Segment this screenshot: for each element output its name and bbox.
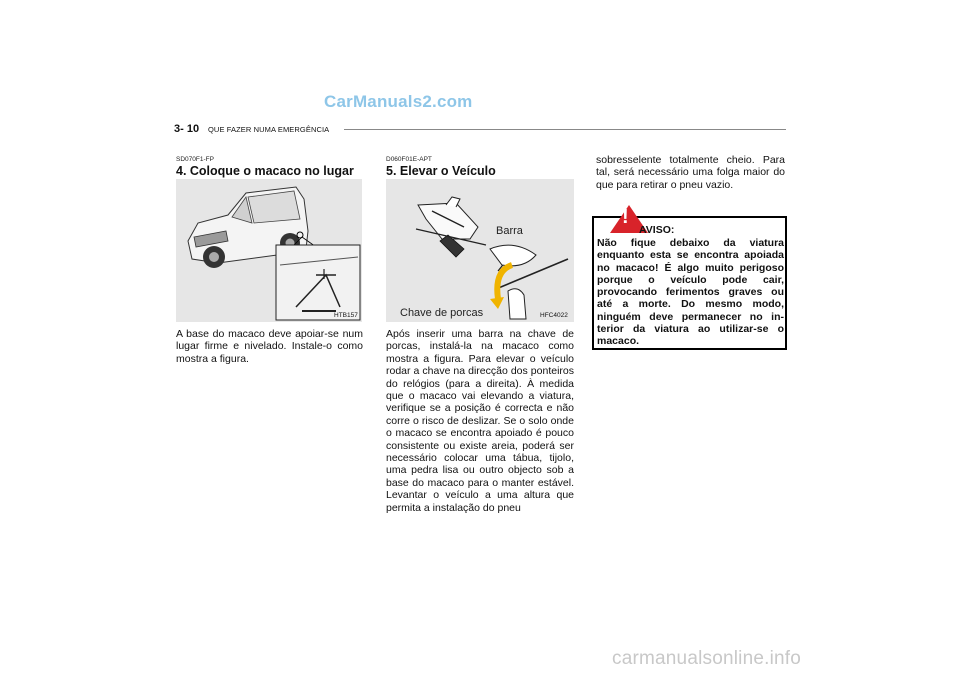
page-number: 3- 10	[174, 123, 200, 135]
car-jack-illustration	[176, 179, 362, 322]
warning-title: AVISO:	[639, 224, 675, 236]
body-paragraph: Após inserir uma barra na chave de porcas, instalá-la na macaco como mostra a figura. Para elevar o veículo rodar a chave na direcção dos ponteiros do relógios (para a direita). À medida que o macaco vai elevando a viatura, verifique se a posição é correcta e não corre o risco de deslizar. Se o solo onde o macaco se encontra apoiado é pouco consistente ou existe areia, poderá ser necessário colocar uma tábua, tijolo, uma pedra lisa ou outro objecto sob a base do macaco para o manter estável. Levantar o veículo a uma altura que permita a instalação do pneu	[386, 328, 574, 514]
jack-wrench-illustration	[386, 179, 574, 322]
warning-box	[592, 206, 787, 350]
exclamation-icon: !	[622, 206, 629, 228]
warning-text: Não fique debaixo da viatura enquanto esta se encontra apoiada no macaco! É algo muito perigoso porque o veículo pode cair, provocando ferimentos graves ou até a morte. Do mesmo modo, ninguém deve permanecer no in- terior da viatura ao utilizar-se o macaco.	[597, 237, 784, 348]
figure-code: HTB157	[334, 312, 358, 319]
footer-watermark[interactable]: carmanualsonline.info	[612, 648, 802, 669]
section-code: SD070F1-FP	[176, 156, 214, 163]
wrench-label: Chave de porcas	[400, 307, 484, 319]
section-heading: 4. Coloque o macaco no lugar	[176, 164, 354, 178]
section-heading: 5. Elevar o Veículo	[386, 164, 496, 178]
figure-code: HFC4022	[540, 312, 568, 319]
header-divider	[344, 129, 786, 130]
body-paragraph: A base do macaco deve apoiar-se num lugar firme e nivelado. Instale-o como mostra a figura.	[176, 328, 363, 365]
bar-label: Barra	[496, 225, 523, 237]
watermark-logo[interactable]: CarManuals2.com	[324, 92, 473, 111]
section-code: D060F01E-APT	[386, 156, 432, 163]
section-title: QUE FAZER NUMA EMERGÊNCIA	[208, 125, 330, 134]
jack-placement-figure	[176, 179, 362, 322]
jack-lifting-figure	[386, 179, 574, 322]
body-paragraph: sobresselente totalmente cheio. Para tal, será necessário uma folga maior do que para retirar o pneu vazio.	[596, 154, 785, 191]
